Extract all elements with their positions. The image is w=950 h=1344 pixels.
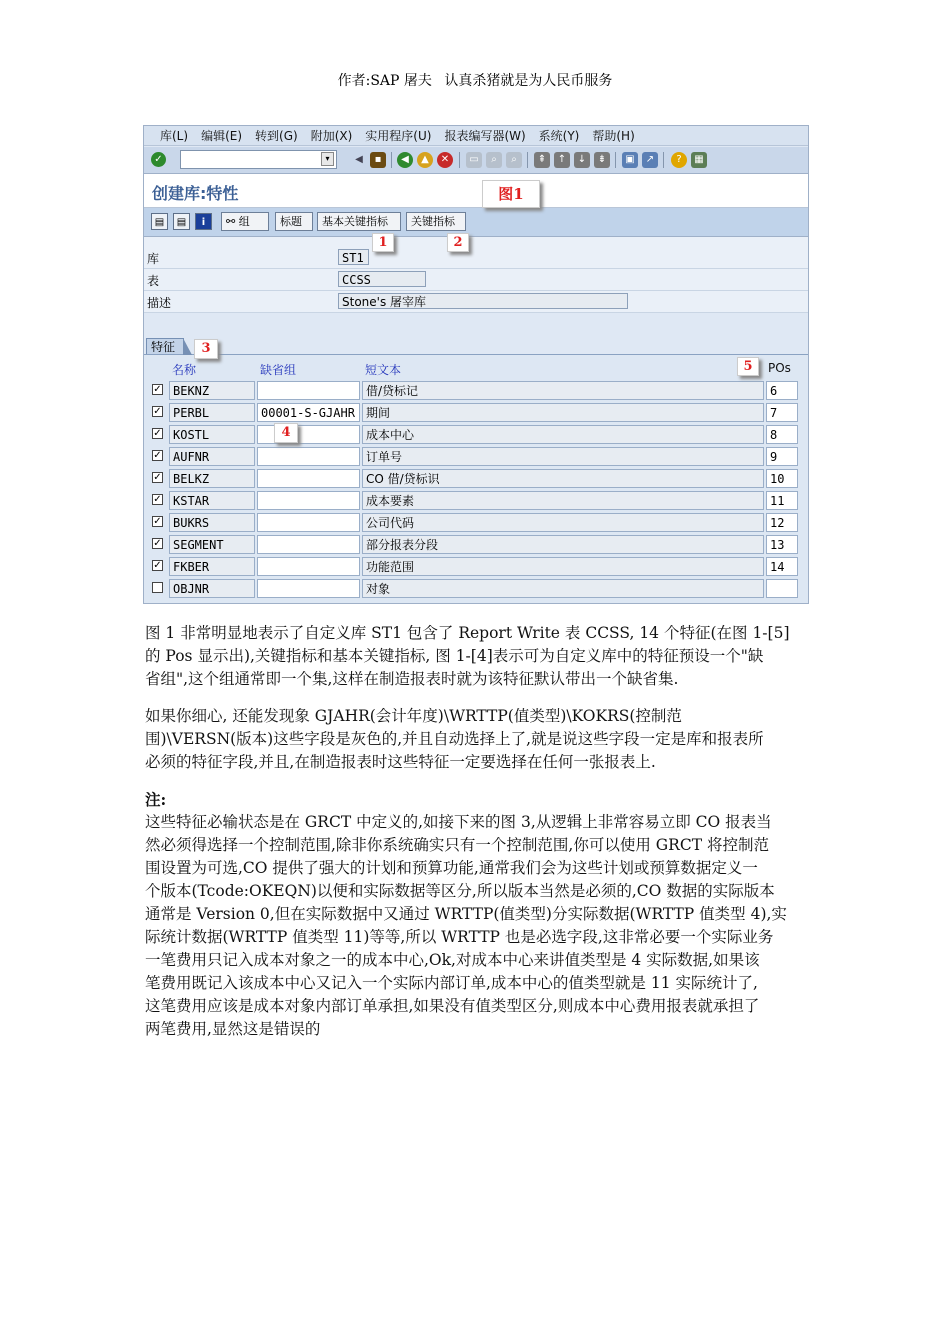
- short-text-cell: CO 借/贷标识: [362, 469, 764, 488]
- default-group-input[interactable]: [257, 557, 360, 576]
- group-button[interactable]: ⚯ 组: [221, 212, 269, 231]
- key-figures-button[interactable]: 关键指标: [406, 212, 466, 231]
- default-group-input[interactable]: [257, 381, 360, 400]
- toolbar-separator: [663, 152, 664, 168]
- characteristic-name-cell: AUFNR: [169, 447, 255, 466]
- row-checkbox[interactable]: ✓: [153, 516, 162, 527]
- paragraph-line: 必须的特征字段,并且,在制造报表时这些特征一定要选择在任何一张报表上.: [145, 753, 656, 771]
- short-text-cell: 部分报表分段: [362, 535, 764, 554]
- note-line: 围设置为可选,CO 提供了强大的计划和预算功能,通常我们会为这些计划或预算数据定义一: [145, 859, 758, 877]
- note-line: 个版本(Tcode:OKEQN)以便和实际数据等区分,所以版本当然是必须的,CO 数据的实际版本: [145, 882, 775, 900]
- menu-system[interactable]: 系统(Y): [538, 129, 580, 143]
- description-field[interactable]: Stone's 屠宰库: [338, 293, 628, 309]
- table-row: [144, 534, 808, 556]
- short-text-cell: 成本中心: [362, 425, 764, 444]
- tab-strip: [144, 336, 808, 355]
- position-input[interactable]: 6: [766, 381, 798, 400]
- short-text-cell: 订单号: [362, 447, 764, 466]
- table-row: [144, 424, 808, 446]
- title-bar: [144, 174, 808, 208]
- table-row: [144, 380, 808, 402]
- previous-page-icon[interactable]: ↑: [554, 152, 570, 168]
- note-line: 两笔费用,显然这是错误的: [145, 1020, 321, 1038]
- library-field: ST1: [338, 249, 369, 265]
- toolbar-separator: [459, 152, 460, 168]
- sap-window: [143, 125, 809, 604]
- toolbar-separator: [527, 152, 528, 168]
- menu-goto[interactable]: 转到(G): [255, 129, 298, 143]
- row-checkbox[interactable]: ✓: [153, 472, 162, 483]
- note-title: 注:: [145, 790, 167, 809]
- back-icon[interactable]: ◀: [397, 152, 413, 168]
- default-group-input[interactable]: [257, 447, 360, 466]
- first-page-icon[interactable]: ⇞: [534, 152, 550, 168]
- position-input[interactable]: 8: [766, 425, 798, 444]
- characteristic-name-cell: SEGMENT: [169, 535, 255, 554]
- position-input[interactable]: 10: [766, 469, 798, 488]
- note-section: [145, 788, 787, 1041]
- column-header-pos: POs: [768, 361, 791, 375]
- characteristic-name-cell: BEKNZ: [169, 381, 255, 400]
- enter-check-icon[interactable]: ✓: [151, 152, 166, 167]
- characteristic-name-cell: OBJNR: [169, 579, 255, 598]
- menu-library[interactable]: 库(L): [160, 129, 189, 143]
- callout-3: 3: [194, 339, 218, 359]
- short-text-cell: 期间: [362, 403, 764, 422]
- default-group-input[interactable]: [257, 579, 360, 598]
- table-row: [144, 512, 808, 534]
- position-input[interactable]: 11: [766, 491, 798, 510]
- position-input[interactable]: 12: [766, 513, 798, 532]
- column-header-default-group: 缺省组: [260, 363, 297, 377]
- note-line: 一笔费用只记入成本对象之一的成本中心,Ok,对成本中心来讲值类型是 4 实际数据,如果该: [145, 951, 760, 969]
- row-checkbox[interactable]: ✓: [153, 450, 162, 461]
- characteristics-icon[interactable]: ▤: [151, 213, 168, 230]
- table-row: [144, 446, 808, 468]
- default-group-input[interactable]: [257, 513, 360, 532]
- default-group-input[interactable]: [257, 469, 360, 488]
- layout-menu-icon[interactable]: ▦: [691, 152, 707, 168]
- characteristic-name-cell: BELKZ: [169, 469, 255, 488]
- menu-utilities[interactable]: 实用程序(U): [365, 129, 432, 143]
- save-icon[interactable]: ▪: [370, 152, 386, 168]
- command-field[interactable]: [180, 150, 337, 169]
- callout-2: 2: [447, 233, 469, 252]
- position-input[interactable]: 13: [766, 535, 798, 554]
- note-line: 这些特征必输状态是在 GRCT 中定义的,如接下来的图 3,从逻辑上非常容易立即 CO 报表当: [145, 813, 772, 831]
- key-figures-icon[interactable]: ▤: [173, 213, 190, 230]
- paragraph-line: 围)\VERSN(版本)这些字段是灰色的,并且自动选择上了,就是说这些字段一定是库和报表所: [145, 730, 764, 748]
- table-label: 表: [147, 274, 160, 288]
- paragraph-line: 的 Pos 显示出),关键指标和基本关键指标, 图 1-[4]表示可为自定义库中的特征预设一个"缺: [145, 647, 764, 665]
- row-checkbox[interactable]: [152, 582, 163, 593]
- paragraph-2: [145, 705, 764, 774]
- help-icon[interactable]: ?: [671, 152, 687, 168]
- paragraph-line: 如果你细心, 还能发现象 GJAHR(会计年度)\WRTTP(值类型)\KOKRS(控制范: [145, 707, 682, 725]
- table-row: [144, 578, 808, 600]
- column-header-short-text: 短文本: [365, 363, 402, 377]
- menu-bar: [144, 126, 808, 146]
- tab-characteristics[interactable]: 特征: [146, 338, 184, 354]
- characteristic-name-cell: KOSTL: [169, 425, 255, 444]
- position-input[interactable]: 9: [766, 447, 798, 466]
- print-icon[interactable]: ▭: [466, 152, 482, 168]
- back-arrow-icon[interactable]: ◀: [351, 152, 367, 168]
- page-header: [0, 70, 950, 90]
- note-line: 际统计数据(WRTTP 值类型 11)等等,所以 WRTTP 也是必选字段,这非常必要一个实际业务: [145, 928, 774, 946]
- header-author: 作者:SAP 屠夫: [337, 73, 432, 89]
- paragraph-line: 图 1 非常明显地表示了自定义库 ST1 包含了 Report Write 表 CCSS, 14 个特征(在图 1-[5]: [145, 624, 790, 642]
- menu-help[interactable]: 帮助(H): [592, 129, 635, 143]
- position-input[interactable]: [766, 579, 798, 598]
- note-line: 这笔费用应该是成本对象内部订单承担,如果没有值类型区分,则成本中心费用报表就承担了: [145, 997, 760, 1015]
- paragraph-1: [145, 622, 790, 691]
- toolbar-separator: [615, 152, 616, 168]
- characteristic-name-cell: FKBER: [169, 557, 255, 576]
- row-checkbox[interactable]: ✓: [153, 560, 162, 571]
- info-icon[interactable]: i: [195, 213, 212, 230]
- callout-figure: 图1: [482, 180, 540, 208]
- library-label: 库: [147, 252, 160, 266]
- row-checkbox[interactable]: ✓: [153, 538, 162, 549]
- menu-report-writer[interactable]: 报表编写器(W): [444, 129, 526, 143]
- note-line: 通常是 Version 0,但在实际数据中又通过 WRTTP(值类型)分实际数据(WRTTP 值类型 4),实: [145, 905, 787, 923]
- title-button[interactable]: 标题: [275, 212, 313, 231]
- paragraph-line: 省组",这个组通常即一个集,这样在制造报表时就为该特征默认带出一个缺省集.: [145, 670, 679, 688]
- position-input[interactable]: 14: [766, 557, 798, 576]
- shortcut-icon[interactable]: ↗: [642, 152, 658, 168]
- header-motto: 认真杀猪就是为人民币服务: [444, 73, 613, 89]
- note-line: 笔费用既记入该成本中心又记入一个实际内部订单,成本中心的值类型就是 11 实际统计了,: [145, 974, 758, 992]
- last-page-icon[interactable]: ⇟: [594, 152, 610, 168]
- new-session-icon[interactable]: ▣: [622, 152, 638, 168]
- row-checkbox[interactable]: ✓: [153, 494, 162, 505]
- menu-extras[interactable]: 附加(X): [310, 129, 353, 143]
- short-text-cell: 对象: [362, 579, 764, 598]
- row-checkbox[interactable]: ✓: [153, 428, 162, 439]
- exit-icon[interactable]: ▲: [417, 152, 433, 168]
- default-group-input[interactable]: 00001-S-GJAHR: [257, 403, 360, 422]
- table-row: [144, 490, 808, 512]
- table-row: [144, 468, 808, 490]
- application-toolbar: [144, 208, 808, 237]
- note-line: 然必须得选择一个控制范围,除非你系统确实只有一个控制范围,你可以使用 GRCT 将控制范: [145, 836, 769, 854]
- callout-1: 1: [372, 233, 394, 252]
- position-input[interactable]: 7: [766, 403, 798, 422]
- callout-4: 4: [274, 423, 298, 443]
- row-checkbox[interactable]: ✓: [153, 406, 162, 417]
- short-text-cell: 功能范围: [362, 557, 764, 576]
- table-row: [144, 556, 808, 578]
- system-toolbar: [144, 147, 808, 174]
- toolbar-separator: [391, 152, 392, 168]
- library-header-form: [144, 237, 808, 312]
- default-group-input[interactable]: [257, 491, 360, 510]
- callout-5: 5: [737, 357, 759, 376]
- cancel-icon[interactable]: ✕: [437, 152, 453, 168]
- description-label: 描述: [147, 296, 172, 310]
- characteristics-panel: [144, 355, 808, 603]
- find-icon[interactable]: ⌕: [486, 152, 502, 168]
- characteristic-name-cell: KSTAR: [169, 491, 255, 510]
- default-group-input[interactable]: [257, 535, 360, 554]
- screen-title: 创建库:特性: [152, 184, 239, 203]
- table-field: CCSS: [338, 271, 426, 287]
- table-row: [144, 402, 808, 424]
- short-text-cell: 借/贷标记: [362, 381, 764, 400]
- short-text-cell: 成本要素: [362, 491, 764, 510]
- short-text-cell: 公司代码: [362, 513, 764, 532]
- group-icon: ⚯: [226, 215, 239, 228]
- find-next-icon[interactable]: ⌕: [506, 152, 522, 168]
- menu-edit[interactable]: 编辑(E): [201, 129, 243, 143]
- next-page-icon[interactable]: ↓: [574, 152, 590, 168]
- column-header-name: 名称: [172, 363, 197, 377]
- row-checkbox[interactable]: ✓: [153, 384, 162, 395]
- command-history-icon[interactable]: ▾: [321, 152, 334, 166]
- characteristic-name-cell: PERBL: [169, 403, 255, 422]
- basic-key-figures-button[interactable]: 基本关键指标: [317, 212, 401, 231]
- default-group-input[interactable]: [257, 425, 360, 444]
- characteristic-name-cell: BUKRS: [169, 513, 255, 532]
